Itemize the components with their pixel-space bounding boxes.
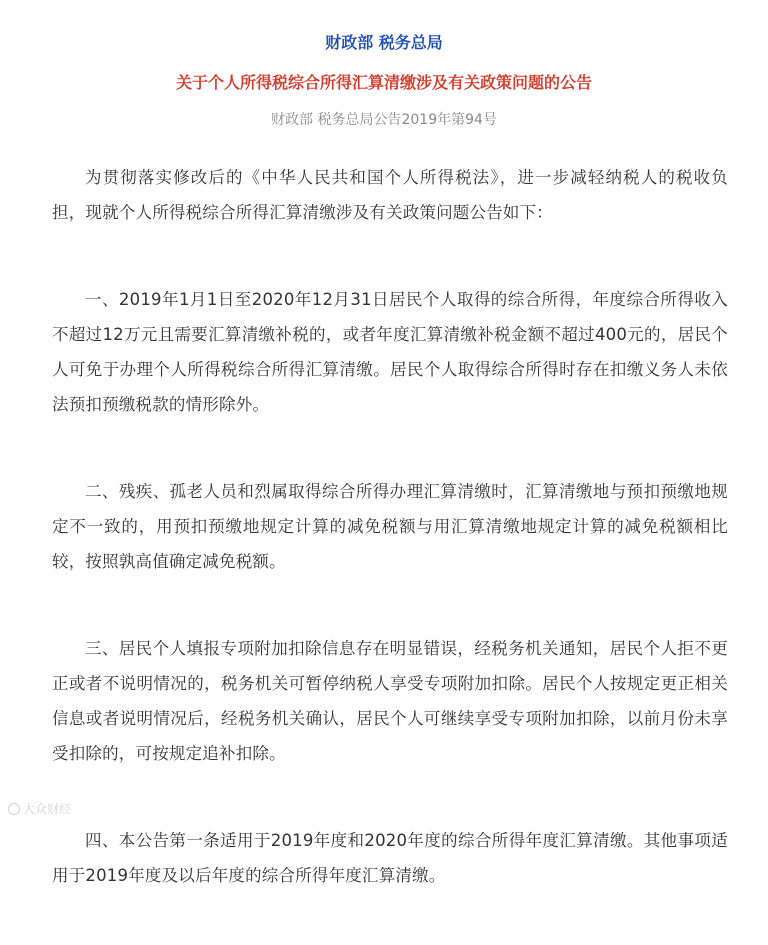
watermark-text: 大众财经 bbox=[23, 802, 72, 816]
document-title: 关于个人所得税综合所得汇算清缴涉及有关政策问题的公告 bbox=[175, 73, 592, 92]
document-number: 财政部 税务总局公告2019年第94号 bbox=[271, 112, 497, 128]
paragraph-article-1: 一、2019年1月1日至2020年12月31日居民个人取得的综合所得，年度综合所得收入不超过12万元且需要汇算清缴补税的，或者年度汇算清缴补税金额不超过400元的，居民个人可免于办理个人所得税综合所得汇算清缴。居民个人取得综合所得时存在扣缴义务人未依法预扣预缴税款的情形除外。 bbox=[52, 290, 728, 414]
document-header bbox=[0, 0, 768, 130]
paragraph-intro: 为贯彻落实修改后的《中华人民共和国个人所得税法》，进一步减轻纳税人的税收负担，现就个人所得税综合所得汇算清缴涉及有关政策问题公告如下： bbox=[52, 168, 728, 222]
issuer: 财政部 税务总局 bbox=[325, 33, 443, 52]
paragraph-article-3: 三、居民个人填报专项附加扣除信息存在明显错误，经税务机关通知，居民个人拒不更正或者不说明情况的，税务机关可暂停纳税人享受专项附加扣除。居民个人按规定更正相关信息或者说明情况后，经税务机关确认，居民个人可继续享受专项附加扣除，以前月份未享受扣除的，可按规定追补扣除。 bbox=[52, 639, 728, 763]
paragraph-article-4: 四、本公告第一条适用于2019年度和2020年度的综合所得年度汇算清缴。其他事项适用于2019年度及以后年度的综合所得年度汇算清缴。 bbox=[52, 831, 728, 885]
watermark-logo-icon bbox=[8, 803, 20, 815]
paragraph-article-2: 二、残疾、孤老人员和烈属取得综合所得办理汇算清缴时，汇算清缴地与预扣预缴地规定不一致的，用预扣预缴地规定计算的减免税额与用汇算清缴地规定计算的减免税额相比较，按照孰高值确定减免税额。 bbox=[52, 482, 728, 571]
document-body bbox=[52, 160, 728, 945]
watermark bbox=[8, 802, 71, 816]
